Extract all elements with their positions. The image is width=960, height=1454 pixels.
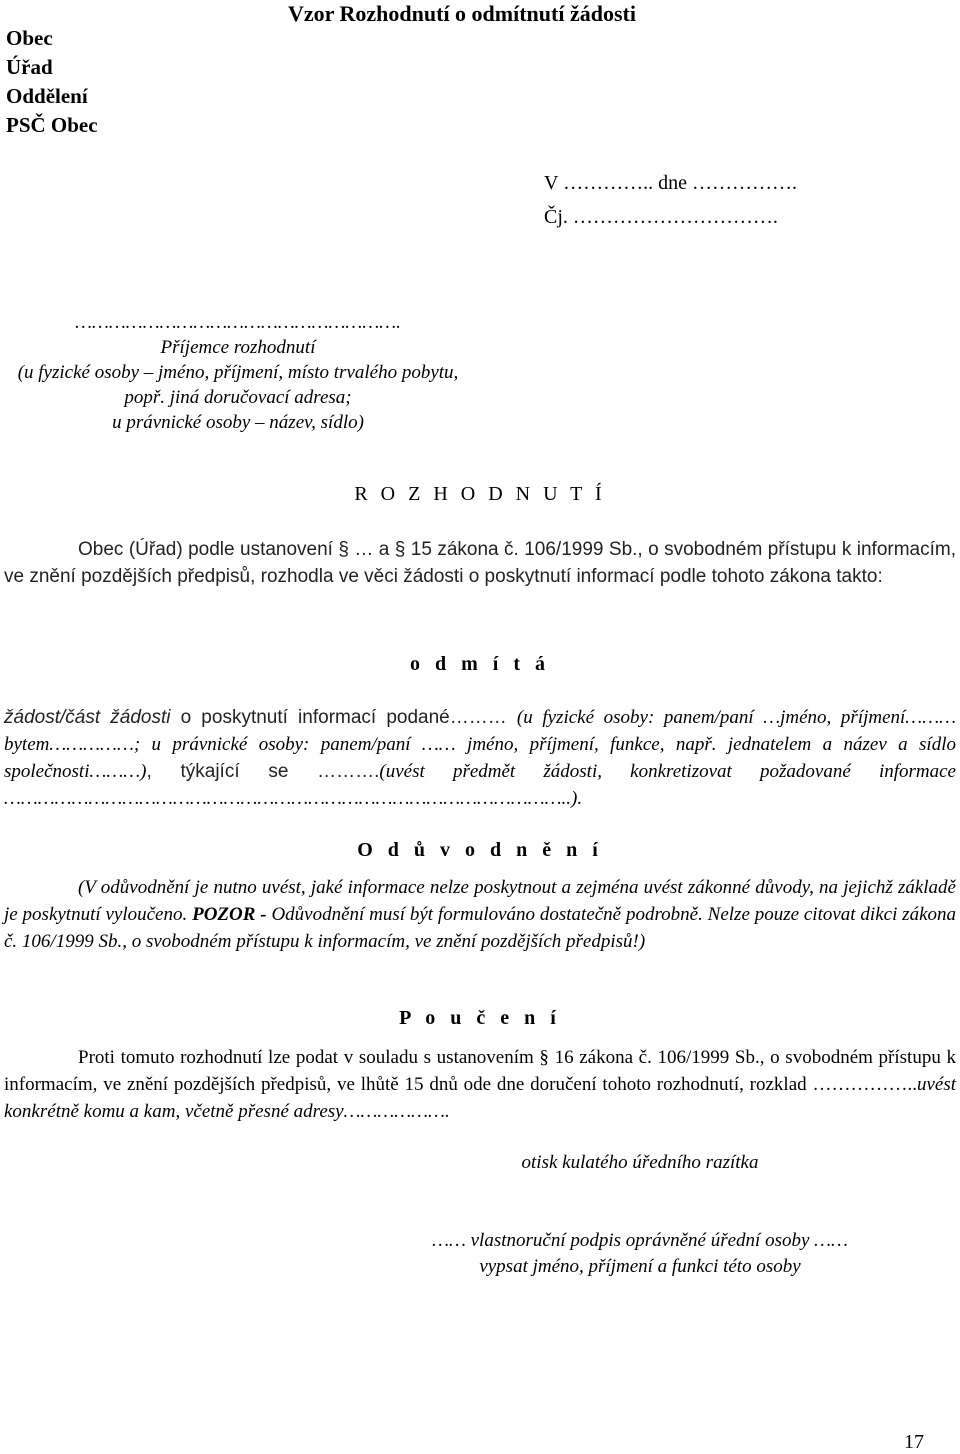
- sender-address: [6, 24, 98, 140]
- reference-number-line: Čj. ………………………….: [544, 206, 778, 228]
- reasoning-text: (V odůvodnění je nutno uvést, jaké informace nelze poskytnout a zejména uvést zákonné důvody, na jejichž základě je poskytnutí vyloučeno.: [4, 877, 956, 925]
- page-number: 17: [904, 1431, 924, 1453]
- recipient-natural-person-note: (u fyzické osoby – jméno, příjmení, místo trvalého pobytu, popř. jiná doručovací adresa;: [17, 362, 459, 408]
- request-subject: žádost/část žádosti: [4, 707, 171, 728]
- stamp-placeholder: otisk kulatého úředního razítka: [521, 1152, 759, 1173]
- request-subject-note: (uvést předmět žádosti, konkretizovat požadované informace ………………………………………………………………………………………..).: [4, 761, 956, 809]
- reasoning-detail: Odůvodnění musí být formulováno dostatečně podrobně. Nelze pouze citovat dikci zákona č. 106/1999 Sb., o svobodném přístupu k informacím, ve znění pozdějších předpisů!): [4, 904, 957, 952]
- recipient-block: [8, 310, 468, 435]
- sender-line-postcode: PSČ Obec: [6, 113, 98, 137]
- instruction-text: Proti tomuto rozhodnutí lze podat v souladu s ustanovením § 16 zákona č. 106/1999 Sb., o svobodném přístupu k informacím, ve znění pozdějších předpisů, ve lhůtě 15 dnů ode dne doručení tohoto rozhodnutí, rozklad ……………..: [4, 1047, 956, 1095]
- request-concerning: , týkající se ……….: [146, 761, 380, 782]
- recipient-label: Příjemce rozhodnutí: [160, 337, 316, 358]
- instruction-paragraph: [4, 1044, 956, 1125]
- signature-name-line: vypsat jméno, příjmení a funkci této osoby: [479, 1256, 801, 1277]
- reasoning-heading: O d ů v o d n ě n í: [357, 839, 603, 861]
- request-applicant-note: (u fyzické osoby: panem/paní …jméno, příjmení……… bytem……………; u právnické osoby: panem/paní …… jméno, příjmení, funkce, např. jednatelem a název a sídlo společnosti………): [4, 707, 956, 782]
- instruction-heading: P o u č e n í: [399, 1007, 561, 1029]
- place-date-line: V ………….. dne …………….: [544, 172, 797, 194]
- instruction-note: uvést konkrétně komu a kam, včetně přesné adresy……………….: [4, 1074, 956, 1122]
- sender-line-municipality: Obec: [6, 26, 53, 50]
- sender-line-office: Úřad: [6, 55, 53, 79]
- signature-line: …… vlastnoruční podpis oprávněné úřední osoby ……: [432, 1230, 848, 1251]
- request-paragraph: [4, 704, 956, 812]
- recipient-legal-person-note: u právnické osoby – název, sídlo): [112, 412, 364, 433]
- recipient-dots: ………………………………………………….: [75, 312, 401, 333]
- decision-heading: R O Z H O D N U T Í: [354, 483, 606, 505]
- sender-line-department: Oddělení: [6, 84, 88, 108]
- intro-paragraph: Obec (Úřad) podle ustanovení § … a § 15 zákona č. 106/1999 Sb., o svobodném přístupu k informacím, ve znění pozdějších předpisů, rozhodla ve věci žádosti o poskytnutí informací podle tohoto zákona takto:: [4, 539, 956, 587]
- document-title: Vzor Rozhodnutí o odmítnutí žádosti: [288, 1, 636, 26]
- place-and-reference: [544, 166, 797, 234]
- request-text: o poskytnutí informací podané………: [170, 707, 517, 728]
- verdict-heading: o d m í t á: [410, 653, 550, 675]
- reasoning-warning: POZOR -: [192, 904, 272, 925]
- reasoning-paragraph: [4, 874, 956, 955]
